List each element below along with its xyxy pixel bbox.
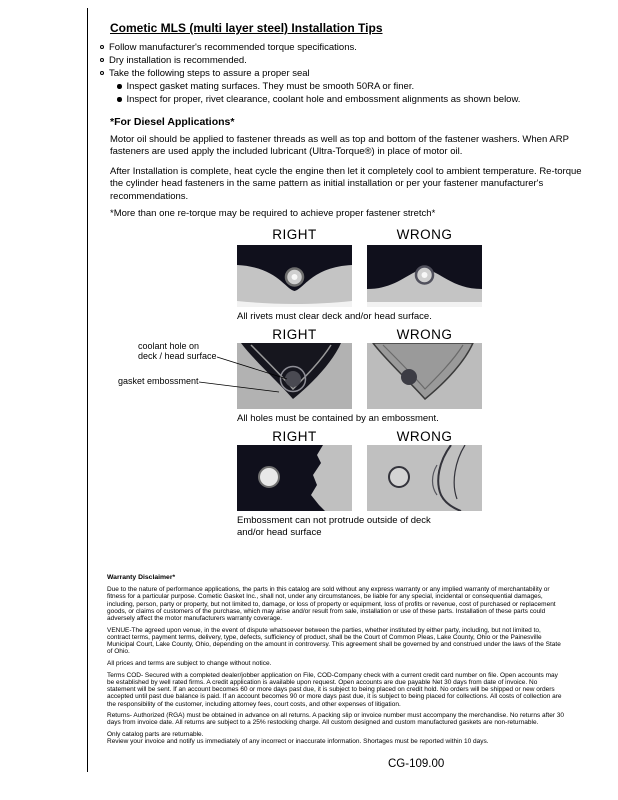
diagram-rivet-wrong (367, 245, 482, 307)
right-label-row1: RIGHT (272, 227, 317, 242)
page-code: CG-109.00 (388, 758, 445, 770)
diagram-embossment-right (237, 445, 352, 511)
diagram-embossment-wrong (367, 445, 482, 511)
circle-bullet-icon (100, 58, 104, 62)
diagram-holes-right (237, 343, 352, 409)
circle-bullet-icon (100, 45, 104, 49)
annotation-gasket-embossment: gasket embossment (118, 376, 199, 386)
wrong-label-row1: WRONG (396, 227, 453, 242)
tip-subitem-text: Inspect gasket mating surfaces. They must be smooth 50RA or finer. (126, 81, 415, 92)
annotation-coolant-hole (138, 341, 217, 361)
tip-item-text: Follow manufacturer's recommended torque specifications. (109, 42, 357, 53)
tip-item (100, 68, 595, 80)
page-title: Cometic MLS (multi layer steel) Installation Tips (110, 21, 383, 35)
diesel-paragraph-1: Motor oil should be applied to fastener threads as well as top and bottom of the fastener washers. When ARP fasteners are used apply the included lubricant (Ultra-Torque®) in place of motor oil. (110, 134, 569, 158)
tip-item-text: Dry installation is recommended. (109, 55, 247, 66)
circle-bullet-icon (100, 71, 104, 75)
retorque-note: *More than one re-torque may be required to achieve proper fastener stretch* (110, 208, 436, 219)
warranty-disclaimer (107, 574, 565, 750)
annotation-coolant-line2: deck / head surface (138, 351, 217, 361)
diagram-holes-wrong (367, 343, 482, 409)
tip-item-text: Take the following steps to assure a proper seal (109, 68, 310, 79)
warranty-paragraph-7: Review your invoice and notify us immediately of any incorrect or inaccurate information. Shortages must be reported within 10 days. (107, 738, 489, 746)
tip-subitem-text: Inspect for proper, rivet clearance, coolant hole and embossment alignments as shown below. (126, 94, 521, 105)
warranty-paragraph-2: VENUE-The agreed upon venue, in the event of dispute whatsoever between the parties, whether instituted by either party, including, but not limited to, contract terms, payment terms, delivery, type, defects, sufficiency of product, shall be the Court of Common Pleas, Lake County, Ohio or the Painesville Municipal Court, Lake County, Ohio, depending on the amount in controversy. This agreement shall be governed by and construed under the laws of the State of Ohio. (107, 626, 561, 656)
annotation-coolant-line1: coolant hole on (138, 341, 200, 351)
caption-holes: All holes must be contained by an embossment. (237, 413, 439, 424)
warranty-paragraph-1: Due to the nature of performance applications, the parts in this catalog are sold without any express warranty or any implied warranty of merchantability or fitness for a particular purpose. Cometic Gasket Inc., shall not, under any circumstances, be liable for any special, incidental or consequential damages, including, person, party or property, but not limited to, damage, or loss of property or equipment, loss of profits or revenue, cost of purchased or replacement goods, or claims of customers of the purchase, which may arise and/or result from sale, installation or use of these parts. Installation of these parts could adversely affect the motor manufacturers warranty coverage. (107, 586, 556, 623)
wrong-label-row3: WRONG (396, 429, 453, 444)
caption-rivets: All rivets must clear deck and/or head surface. (237, 311, 432, 322)
left-border-line (87, 8, 88, 772)
dot-bullet-icon (117, 84, 122, 89)
warranty-paragraph-4: Terms COD- Secured with a completed dealer/jobber application on File, COD-Company check with a current credit card number on file. Open accounts may be established by well rated firms. A credit application is available upon request. Open accounts are due payable Net 30 days from date of invoice. No statement will be sent. If an account becomes 60 or more days past due, it is subject to being placed on credit hold. No orders will be shipped or new orders accepted until past due balance is paid. If an account becomes 90 or more days past due, it is subject to being placed for collections. All costs of collection are the responsibility of the customer, including attorney fees, court costs, and other expenses of litigation. (107, 671, 562, 708)
right-label-row3: RIGHT (272, 429, 317, 444)
tip-item (100, 55, 595, 67)
tip-item (100, 42, 595, 54)
diagram-rivet-right (237, 245, 352, 307)
warranty-paragraph-6: Only catalog parts are returnable. (107, 731, 204, 739)
caption-embossment: Embossment can not protrude outside of deck and/or head surface (237, 515, 431, 538)
dot-bullet-icon (117, 97, 122, 102)
diesel-applications-heading: *For Diesel Applications* (110, 116, 235, 128)
right-label-row2: RIGHT (272, 327, 317, 342)
warranty-paragraph-5: Returns- Authorized (RGA) must be obtained in advance on all returns. A packing slip or invoice number must accompany the merchandise. No returns after 30 days from invoice date. All returns are subject to a 25% restocking charge. All custom designed and custom manufactured gaskets are non-returnable. (107, 712, 565, 727)
diesel-paragraph-2: After Installation is complete, heat cycle the engine then let it completely cool to ambient temperature. Re-torque the cylinder head fasteners in the same pattern as initial installation or per your fastener manufacturer's recommendations. (110, 166, 582, 202)
tips-list (100, 42, 595, 107)
tip-subitem (117, 81, 595, 93)
wrong-label-row2: WRONG (396, 327, 453, 342)
warranty-heading: Warranty Disclaimer* (107, 574, 176, 581)
tip-subitem (117, 94, 595, 106)
warranty-paragraph-3: All prices and terms are subject to change without notice. (107, 660, 272, 668)
